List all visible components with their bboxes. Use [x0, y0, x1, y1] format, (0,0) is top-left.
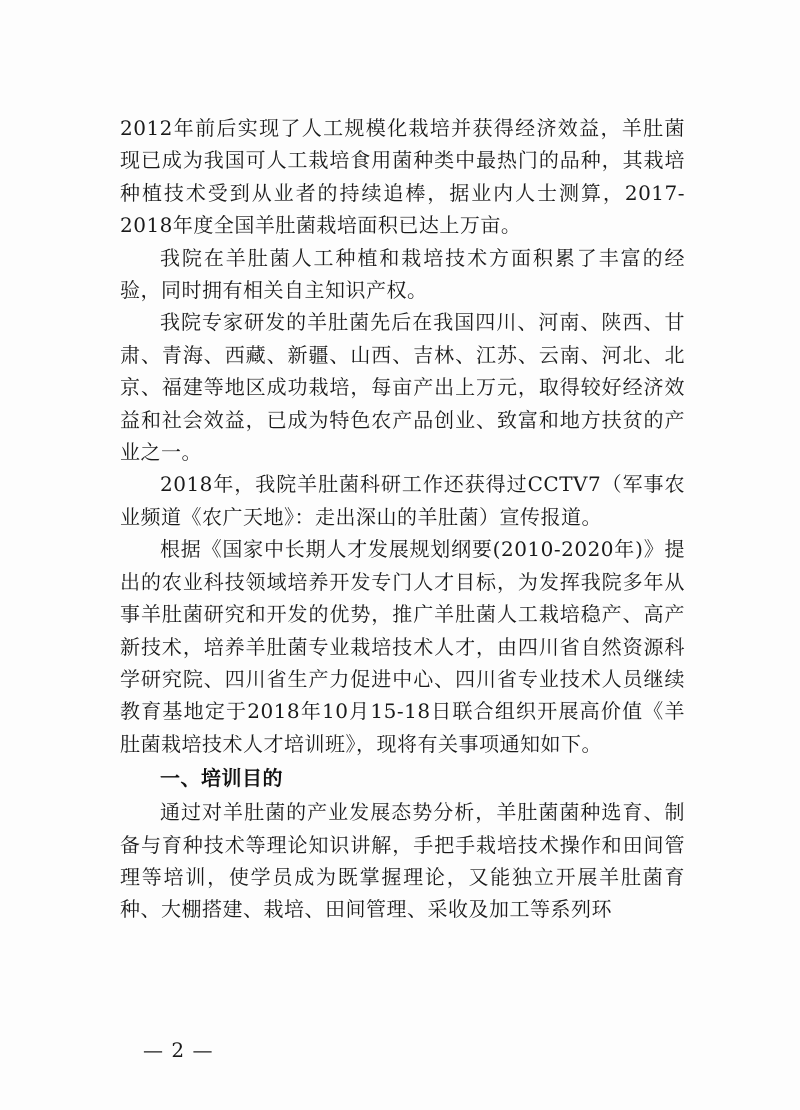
section-heading: 一、培训目的 [160, 766, 283, 791]
paragraph-1: 2012年前后实现了人工规模化栽培并获得经济效益，羊肚菌现已成为我国可人工栽培食用菌种类中最热门的品种，其栽培种植技术受到从业者的持续追棒，据业内人士测算，2017-2018年度全国羊肚菌栽培面积已达上万亩。 [120, 116, 685, 238]
paragraph-4: 2018年，我院羊肚菌科研工作还获得过CCTV7（军事农业频道《农广天地》：走出深山的羊肚菌）宣传报道。 [120, 472, 685, 529]
section-paragraph: 通过对羊肚菌的产业发展态势分析，羊肚菌菌种选育、制备与育种技术等理论知识讲解，手把手栽培技术操作和田间管理等培训，使学员成为既掌握理论，又能独立开展羊肚菌育种、大棚搭建、栽培、田间管理、采收及加工等系列环 [120, 800, 685, 922]
page-number: — 2 — [143, 1038, 214, 1062]
paragraph-5: 根据《国家中长期人才发展规划纲要(2010-2020年)》提出的农业科技领域培养开发专门人才目标，为发挥我院多年从事羊肚菌研究和开发的优势，推广羊肚菌人工栽培稳产、高产新技术，培养羊肚菌专业栽培技术人才，由四川省自然资源科学研究院、四川省生产力促进中心、四川省专业技术人员继续教育基地定于2018年10月15-18日联合组织开展高价值《羊肚菌栽培技术人才培训班》，现将有关事项通知如下。 [120, 537, 685, 756]
body-text [120, 112, 685, 926]
paragraph-2: 我院在羊肚菌人工种植和栽培技术方面积累了丰富的经验，同时拥有相关自主知识产权。 [120, 245, 685, 303]
paragraph-3: 我院专家研发的羊肚菌先后在我国四川、河南、陕西、甘肃、青海、西藏、新疆、山西、吉林、江苏、云南、河北、北京、福建等地区成功栽培，每亩产出上万元，取得较好经济效益和社会效益，已成为特色农产品创业、致富和地方扶贫的产业之一。 [120, 310, 685, 465]
